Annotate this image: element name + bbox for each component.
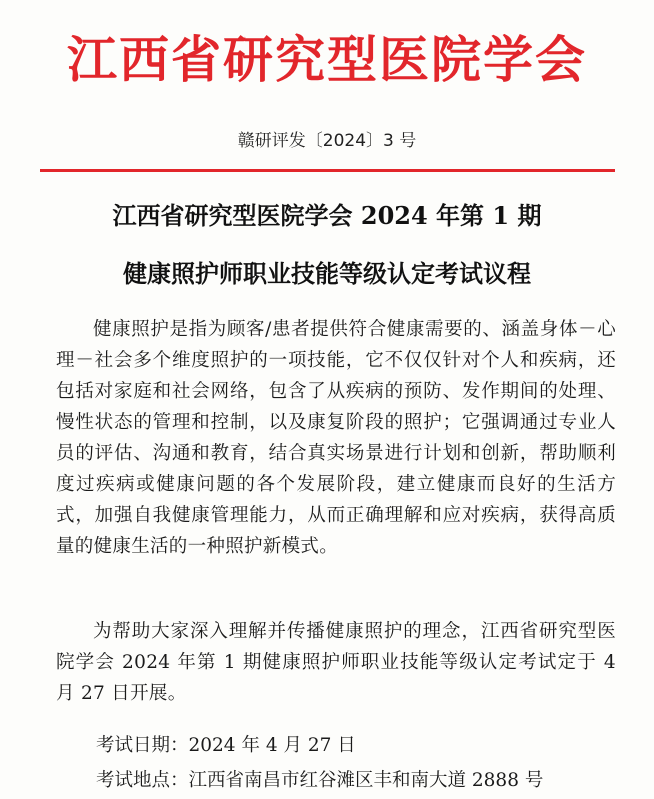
red-divider-line bbox=[40, 169, 615, 172]
document-title-line1: 江西省研究型医院学会 2024 年第 1 期 bbox=[112, 201, 542, 230]
exam-location: 考试地点：江西省南昌市红谷滩区丰和南大道 2888 号 bbox=[96, 770, 544, 791]
body-paragraph-1 bbox=[56, 314, 616, 562]
paragraph-text: 为帮助大家深入理解并传播健康照护的理念，江西省研究型医院学会 2024 年第 1 期健康照护师职业技能等级认定考试定于 4 月 27 日开展。 bbox=[56, 621, 616, 704]
document-title-line2: 健康照护师职业技能等级认定考试议程 bbox=[123, 259, 531, 288]
organization-name: 江西省研究型医院学会 bbox=[67, 30, 587, 89]
exam-date: 考试日期：2024 年 4 月 27 日 bbox=[96, 735, 356, 756]
paragraph-text: 健康照护是指为顾客/患者提供符合健康需要的、涵盖身体－心理－社会多个维度照护的一项技能，它不仅仅针对个人和疾病，还包括对家庭和社会网络，包含了从疾病的预防、发作期间的处理、慢性状态的管理和控制，以及康复阶段的照护；它强调通过专业人员的评估、沟通和教育，结合真实场景进行计划和创新，帮助顺利度过疾病或健康问题的各个发展阶段，建立健康而良好的生活方式，加强自我健康管理能力，从而正确理解和应对疾病，获得高质量的健康生活的一种照护新模式。 bbox=[56, 319, 616, 557]
body-paragraph-2 bbox=[56, 616, 616, 709]
document-number: 赣研评发〔2024〕3 号 bbox=[237, 131, 417, 151]
